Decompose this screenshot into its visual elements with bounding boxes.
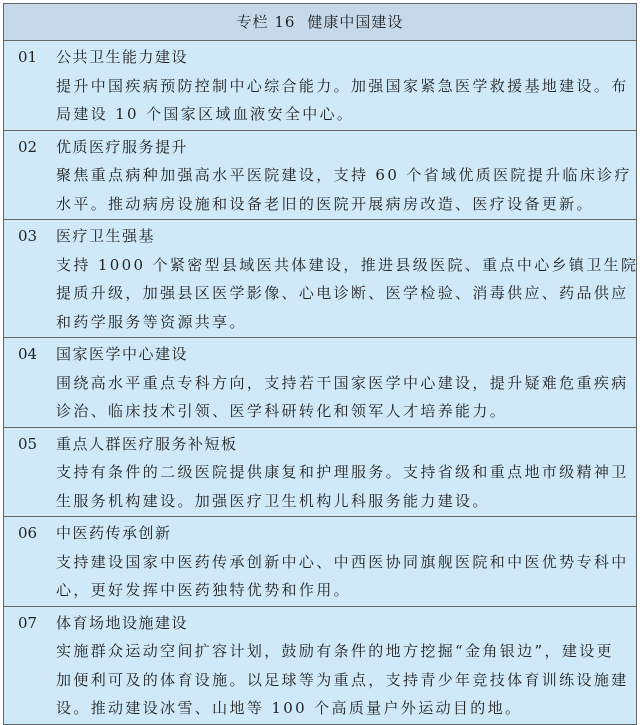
section-06 (4, 517, 636, 607)
section-title-row (4, 609, 636, 638)
section-text-line: 加便利可及的体育设施。以足球等为重点，支持青少年竞技体育训练设施建 (56, 670, 629, 689)
section-title: 中医药传承创新 (56, 524, 172, 542)
section-title-row (4, 222, 636, 251)
section-text-line: 设。推动建设冰雪、山地等 100 个高质量户外运动目的地。 (56, 699, 523, 717)
column-title: 健康中国建设 (307, 13, 404, 31)
section-title: 体育场地设施建设 (56, 613, 189, 632)
section-text-line: 心，更好发挥中医药独特优势和作用。 (56, 581, 351, 599)
section-text-line: 诊治、临床技术引领、医学科研转化和领军人才培养能力。 (56, 402, 508, 420)
section-title: 国家医学中心建设 (56, 345, 189, 363)
section-03 (4, 220, 639, 338)
section-title-row (4, 340, 636, 369)
section-text-line: 支持 1000 个紧密型县域医共体建设，推进县级医院、重点中心乡镇卫生院 (56, 255, 639, 274)
section-05 (4, 428, 636, 518)
section-01 (4, 41, 636, 131)
section-04 (4, 338, 636, 428)
section-number: 01 (18, 48, 38, 66)
section-title: 医疗卫生强基 (56, 227, 156, 245)
section-number: 02 (18, 137, 38, 156)
section-title-row (4, 519, 636, 548)
section-text-line: 生服务机构建设。加强医疗卫生机构儿科服务能力建设。 (56, 491, 490, 510)
section-text-line: 局建设 10 个国家区域血液安全中心。 (56, 105, 355, 123)
section-title: 重点人群医疗服务补短板 (56, 434, 238, 453)
section-title: 公共卫生能力建设 (56, 48, 189, 66)
section-text-line: 和药学服务等资源共享。 (56, 312, 247, 331)
section-text-line: 提质升级，加强县区医学影像、心电诊断、医学检验、消毒供应、药品供应 (56, 284, 629, 302)
section-title-row (4, 133, 636, 162)
column-label: 专栏 16 (236, 13, 296, 31)
section-title-row (4, 430, 636, 459)
section-number: 03 (18, 227, 38, 245)
section-number: 04 (18, 345, 38, 363)
section-number: 06 (18, 524, 38, 542)
column-box (3, 3, 637, 725)
section-text-line: 实施群众运动空间扩容计划，鼓励有条件的地方挖掘“金角银边”，建设更 (56, 642, 614, 660)
section-text-line: 围绕高水平重点专科方向，支持若干国家医学中心建设，提升疑难危重疾病 (56, 373, 629, 392)
section-title: 优质医疗服务提升 (56, 137, 189, 156)
section-text-line: 提升中国疾病预防控制中心综合能力。加强国家紧急医学救援基地建设。布 (56, 76, 629, 95)
section-02 (4, 131, 636, 221)
section-number: 05 (18, 434, 38, 453)
section-07 (4, 607, 636, 724)
sections (4, 41, 639, 724)
section-number: 07 (18, 613, 38, 632)
section-text-line: 水平。推动病房设施和设备老旧的医院开展病房改造、医疗设备更新。 (56, 194, 594, 213)
section-text-line: 聚焦重点病种加强高水平医院建设，支持 60 个省域优质医院提升临床诊疗 (56, 166, 632, 184)
section-text-line: 支持有条件的二级医院提供康复和护理服务。支持省级和重点地市级精神卫 (56, 463, 629, 481)
section-title-row (4, 43, 636, 72)
section-text-line: 支持建设国家中医药传承创新中心、中西医协同旗舰医院和中医优势专科中 (56, 552, 629, 571)
column-header (4, 4, 636, 41)
